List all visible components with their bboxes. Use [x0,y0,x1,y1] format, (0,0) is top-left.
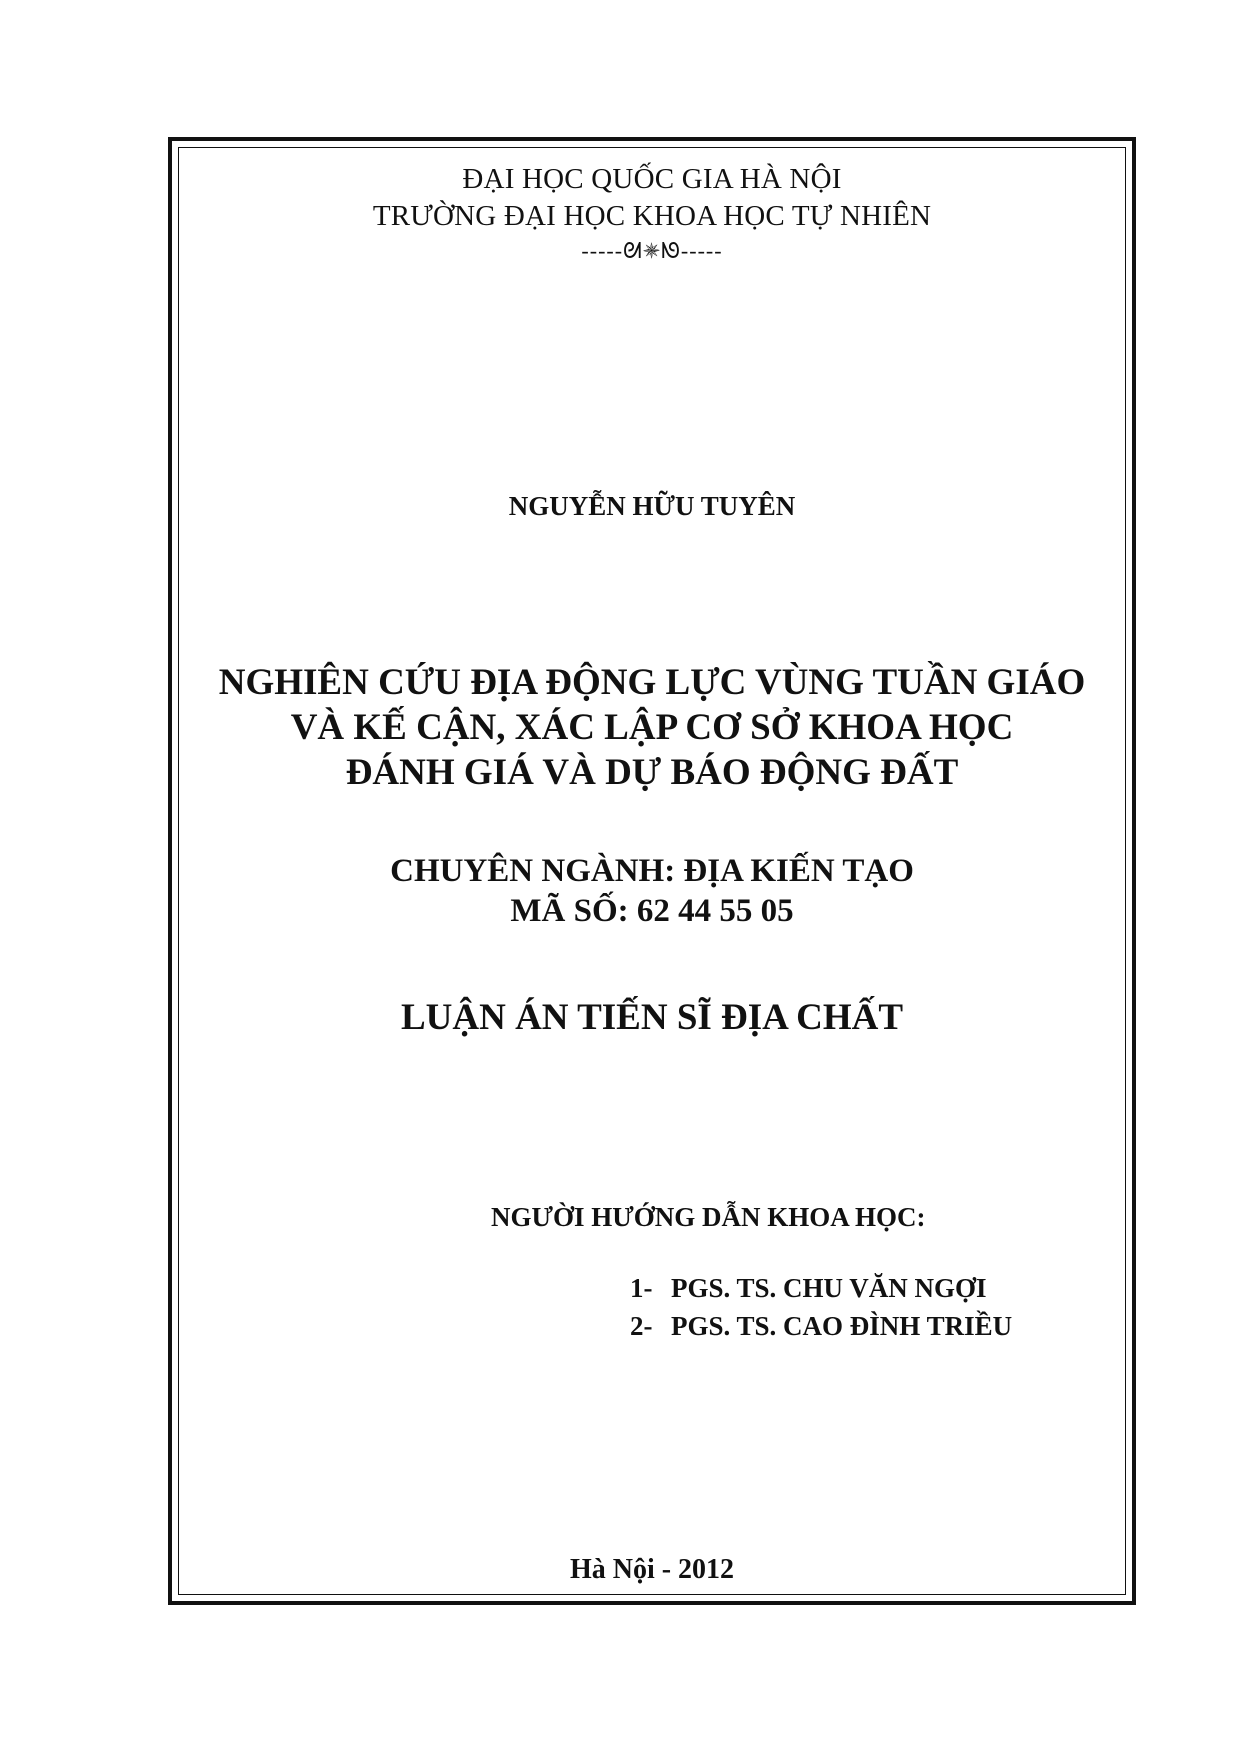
degree-title: LUẬN ÁN TIẾN SĨ ĐỊA CHẤT [400,997,903,1038]
university-name: ĐẠI HỌC QUỐC GIA HÀ NỘI [462,163,842,195]
major-code: MÃ SỐ: 62 44 55 05 [510,893,794,929]
advisor-list [630,1269,1012,1345]
advisor-number: 2- [630,1311,653,1341]
advisor-item [630,1307,1012,1345]
thesis-title-line-3: ĐÁNH GIÁ VÀ DỰ BÁO ĐỘNG ĐẤT [345,752,959,793]
place-year: Hà Nội - 2012 [569,1554,735,1585]
advisor-number: 1- [630,1273,653,1303]
thesis-title-line-1: NGHIÊN CỨU ĐỊA ĐỘNG LỰC VÙNG TUẦN GIÁO [218,662,1086,703]
school-name: TRƯỜNG ĐẠI HỌC KHOA HỌC TỰ NHIÊN [372,200,932,232]
thesis-title-line-2: VÀ KẾ CẬN, XÁC LẬP CƠ SỞ KHOA HỌC [290,707,1014,748]
advisor-heading: NGƯỜI HƯỚNG DẪN KHOA HỌC: [491,1202,926,1232]
author-name: NGUYỄN HỮU TUYÊN [508,491,796,521]
major: CHUYÊN NGÀNH: ĐỊA KIẾN TẠO [390,853,914,889]
ornament-divider: -----ᘛ✵ᘚ----- [581,238,723,263]
advisor-name: PGS. TS. CHU VĂN NGỢI [671,1273,987,1303]
advisor-name: PGS. TS. CAO ĐÌNH TRIỀU [671,1311,1013,1341]
thesis-title [180,660,1124,795]
advisor-item [630,1269,1012,1307]
